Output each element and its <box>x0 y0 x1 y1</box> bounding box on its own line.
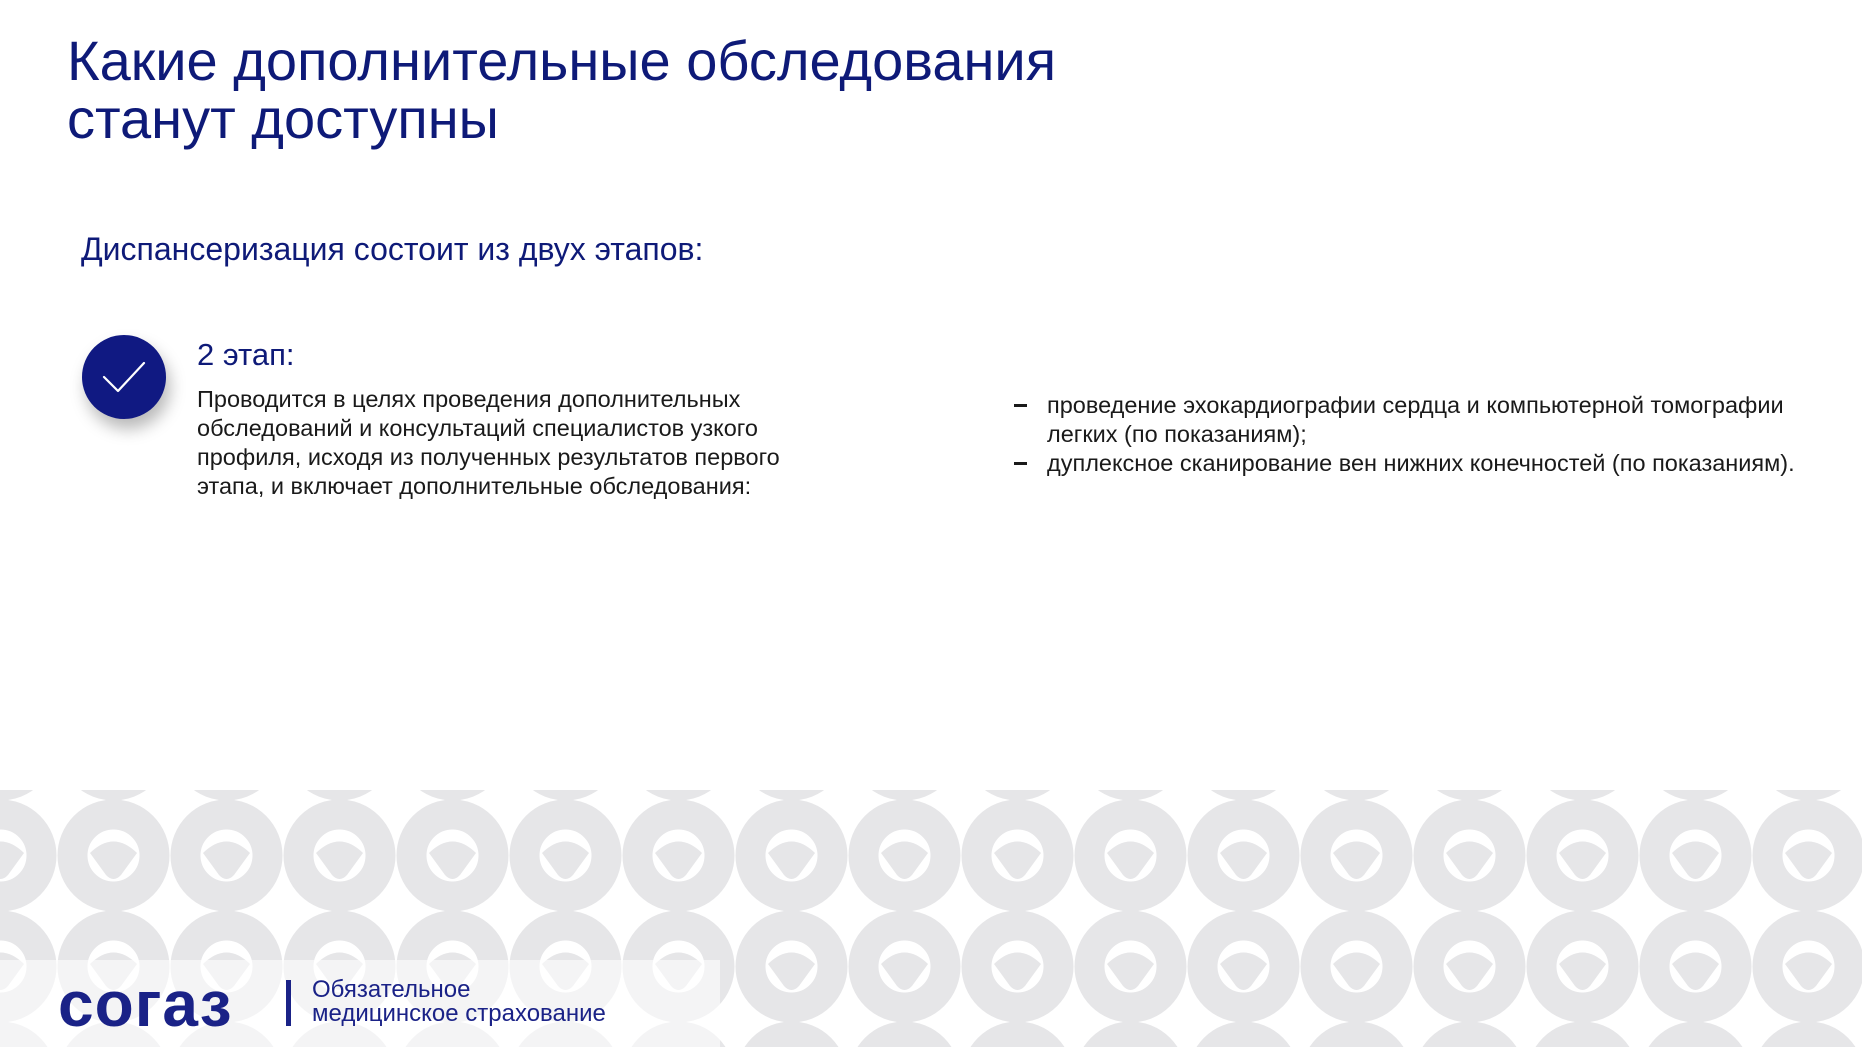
list-item <box>1010 391 1840 449</box>
brand-divider <box>286 980 291 1026</box>
list-item <box>1010 449 1840 478</box>
dash-bullet-icon <box>1014 404 1027 407</box>
stage-description-line: Проводится в целях проведения дополнительных <box>197 386 741 412</box>
decorative-ring-pattern <box>0 790 1862 1047</box>
slide-title-line: станут доступны <box>67 87 499 150</box>
brand-tagline-line: Обязательное <box>312 976 471 1003</box>
checkmark-icon <box>82 335 166 419</box>
stage-description-line: обследований и консультаций специалистов узкого <box>197 415 758 441</box>
brand-tagline-line: медицинское страхование <box>312 1000 606 1027</box>
slide-title-line: Какие дополнительные обследования <box>67 29 1057 92</box>
stage-description <box>197 385 837 501</box>
stage-description-line: профиля, исходя из полученных результатов первого <box>197 444 780 470</box>
exam-list <box>1010 391 1840 478</box>
list-item-line: дуплексное сканирование вен нижних конечностей (по показаниям). <box>1047 450 1795 476</box>
stage-badge <box>82 335 166 419</box>
brand-tagline <box>312 978 606 1026</box>
list-item-line: проведение эхокардиографии сердца и компьютерной томографии <box>1047 392 1784 418</box>
stage-description-line: этапа, и включает дополнительные обследования: <box>197 473 752 499</box>
sogaz-logo: согаз <box>58 968 233 1040</box>
slide-subtitle: Диспансеризация состоит из двух этапов: <box>81 231 704 267</box>
stage-title: 2 этап: <box>197 337 295 372</box>
slide-title <box>67 29 1057 150</box>
dash-bullet-icon <box>1014 462 1027 465</box>
list-item-line: легких (по показаниям); <box>1047 421 1307 447</box>
